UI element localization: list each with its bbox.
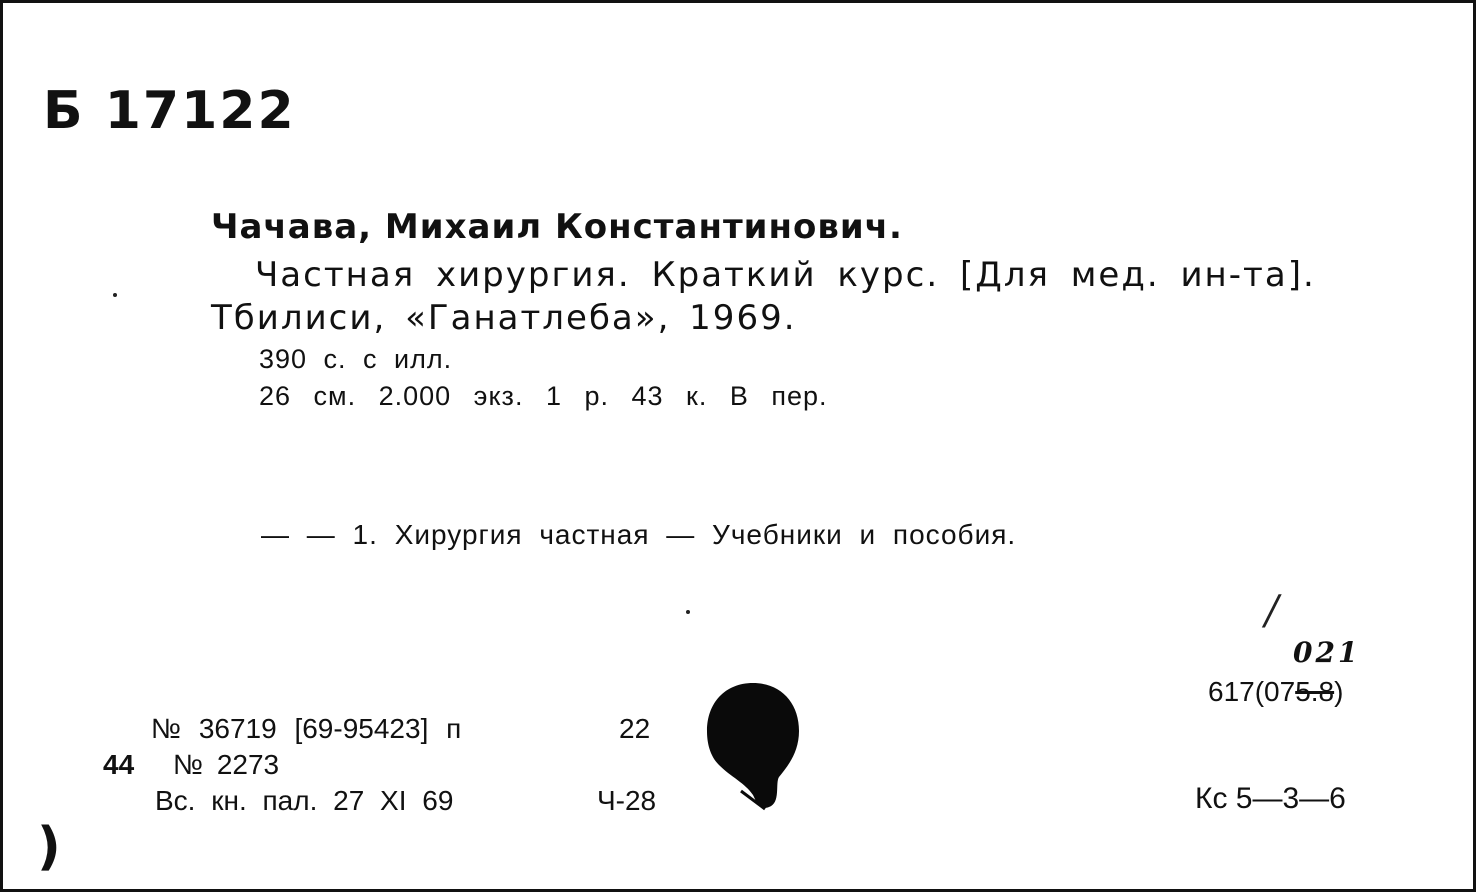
book-chamber-date: Вс. кн. пал. 27 XI 69 (155, 785, 454, 816)
punch-hole-icon (703, 679, 803, 811)
call-number: Б 17122 (43, 81, 296, 141)
speck-mark (113, 293, 117, 297)
imprint-statement: Тбилиси, «Ганатлеба», 1969. (211, 298, 797, 338)
udc-prefix: 617(07 (1208, 676, 1296, 707)
collation-details: 26 см. 2.000 экз. 1 р. 43 к. В пер. (259, 381, 828, 411)
collation-pages: 390 с. с илл. (259, 344, 453, 374)
handwritten-code: 021 (1293, 636, 1361, 669)
order-quantity: 22 (619, 713, 651, 744)
margin-mark: ) (37, 817, 61, 877)
subject-heading: — — 1. Хирургия частная — Учебники и пособия. (261, 519, 1017, 550)
udc-suffix: ) (1334, 676, 1344, 707)
copy-number: 44 (103, 749, 135, 780)
handwritten-tick: / (1265, 588, 1279, 634)
class-code: Кс 5—3—6 (1195, 782, 1346, 815)
registration-number: № 2273 (173, 749, 280, 780)
udc-classification (1208, 678, 1343, 706)
order-number: № 36719 [69-95423] п (151, 713, 462, 744)
speck-mark (686, 610, 690, 614)
title-statement: Частная хирургия. Краткий курс. [Для мед. ин-та]. (255, 255, 1316, 295)
print-code: Ч-28 (597, 785, 657, 816)
udc-struck-digits: 5.8 (1295, 676, 1335, 707)
author-heading: Чачава, Михаил Константинович. (211, 207, 903, 247)
